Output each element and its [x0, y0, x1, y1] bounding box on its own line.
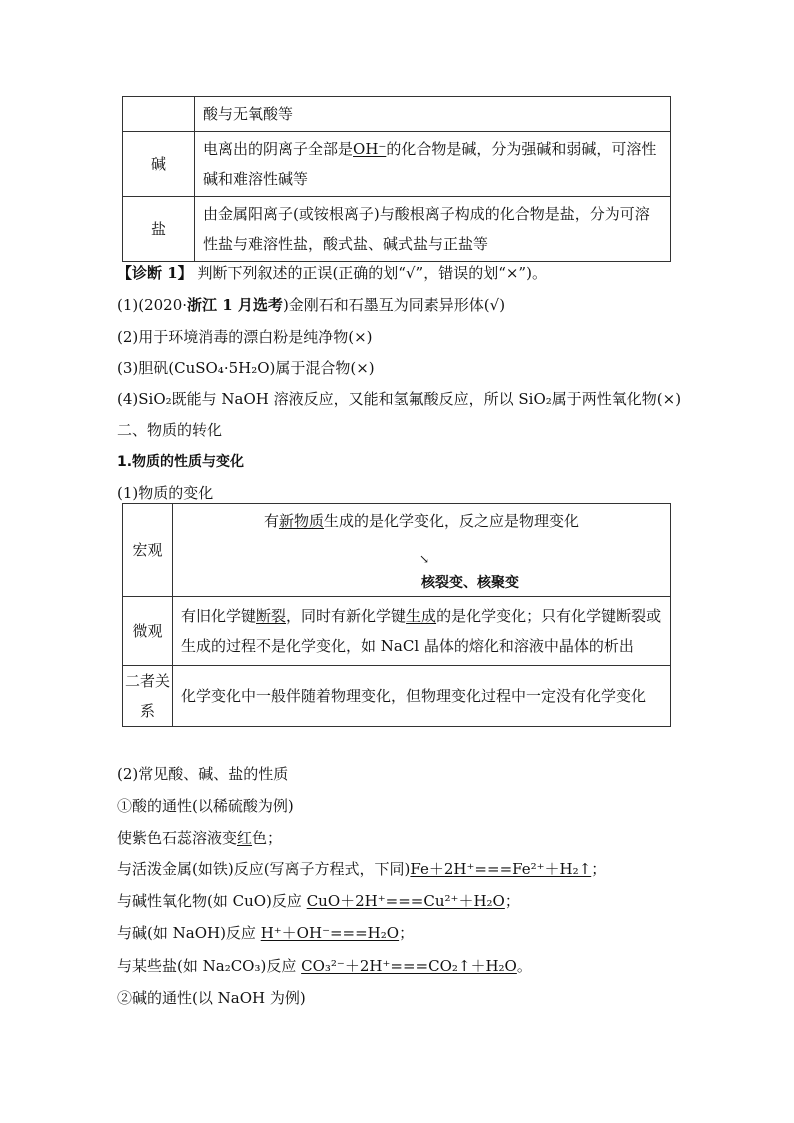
row-key: 盐 — [123, 197, 195, 262]
table-row — [123, 197, 671, 262]
subsection-title: 1.物质的性质与变化 — [117, 454, 245, 470]
row-key: 宏观 — [123, 504, 173, 597]
text-part: 的是化学变化；只有化学键断裂或生成的过程不是化学变化，如 NaCl 晶体的熔化和溶液中晶体的析出 — [181, 607, 662, 655]
table-row — [123, 504, 671, 597]
acid-property-2 — [117, 858, 606, 879]
text-part: 与碱性氧化物(如 CuO)反应 — [117, 892, 307, 910]
text-part: ，同时有新化学键 — [286, 607, 407, 625]
text-part: 。 — [516, 957, 532, 975]
row-key: 微观 — [123, 597, 173, 666]
row-text: 酸与无氧酸等 — [195, 97, 671, 132]
row-text — [173, 504, 671, 597]
diagnosis-label: 【诊断 1】 — [117, 264, 193, 282]
exam-source: 浙江 1 月选考 — [187, 296, 283, 314]
diagnosis-item-2: (2)用于环境消毒的漂白粉是纯净物(×) — [117, 328, 373, 346]
table-row — [123, 132, 671, 197]
underlined-answer: 生成 — [406, 607, 437, 625]
text-part: 与碱(如 NaOH)反应 — [117, 924, 261, 942]
text-part: ； — [591, 860, 607, 878]
underlined-answer: 红 — [237, 829, 253, 847]
text-part: 电离出的阴离子全部是 — [203, 140, 354, 158]
text-part: (1)(2020· — [117, 296, 188, 314]
diagnosis-item-1 — [117, 294, 505, 315]
underlined-answer: 断裂 — [256, 607, 287, 625]
row-text — [195, 132, 671, 197]
diagnosis-item-3: (3)胆矾(CuSO₄·5H₂O)属于混合物(×) — [117, 359, 375, 377]
row-text: 化学变化中一般伴随着物理变化，但物理变化过程中一定没有化学变化 — [173, 666, 671, 727]
diagnosis-text: 判断下列叙述的正误(正确的划“√”，错误的划“×”)。 — [192, 264, 547, 282]
underlined-answer: CO₃²⁻＋2H⁺===CO₂↑＋H₂O — [301, 957, 517, 975]
change-table — [122, 503, 671, 727]
text-part: ； — [504, 892, 520, 910]
table-row — [123, 666, 671, 727]
underlined-answer: H⁺＋OH⁻===H₂O — [260, 924, 400, 942]
acid-property-1 — [117, 827, 282, 848]
text-part: 与活泼金属(如铁)反应(写离子方程式，下同) — [117, 860, 411, 878]
subsection-item: (2)常见酸、碱、盐的性质 — [117, 765, 289, 783]
acid-property-4 — [117, 922, 414, 943]
underlined-answer: Fe＋2H⁺===Fe²⁺＋H₂↑ — [410, 860, 592, 878]
table-row — [123, 97, 671, 132]
underlined-answer: 新物质 — [278, 512, 324, 530]
row-key: 二者关系 — [123, 666, 173, 727]
diagnosis-item-4: (4)SiO₂既能与 NaOH 溶液反应，又能和氢氟酸反应，所以 SiO₂属于两性氧化物(×) — [117, 390, 682, 408]
acid-title: ①酸的通性(以稀硫酸为例) — [117, 797, 294, 815]
diagnosis-heading — [117, 262, 547, 283]
text-part: 与某些盐(如 Na₂CO₃)反应 — [117, 957, 302, 975]
classification-table — [122, 96, 671, 262]
arrow-icon: ↘ — [419, 552, 430, 566]
row-text — [173, 597, 671, 666]
underlined-answer: OH⁻ — [353, 140, 387, 158]
acid-property-5 — [117, 955, 532, 976]
text-part: 使紫色石蕊溶液变 — [117, 829, 238, 847]
row-key: 碱 — [123, 132, 195, 197]
text-part: )金刚石和石墨互为同素异形体(√) — [282, 296, 506, 314]
text-part: 有 — [263, 512, 279, 530]
text-part: 色； — [252, 829, 283, 847]
acid-property-3 — [117, 890, 520, 911]
section-title: 二、物质的转化 — [117, 421, 223, 439]
text-part: ； — [399, 924, 415, 942]
row-key — [123, 97, 195, 132]
underlined-answer: CuO＋2H⁺===Cu²⁺＋H₂O — [306, 892, 505, 910]
text-part: 有旧化学键 — [181, 607, 257, 625]
row-text: 由金属阳离子(或铵根离子)与酸根离子构成的化合物是盐，分为可溶性盐与难溶性盐，酸式盐、碱式盐与正盐等 — [195, 197, 671, 262]
text-part: 的化合物是碱，分为强碱和弱碱，可溶性碱和难溶性碱等 — [203, 140, 657, 188]
table-row — [123, 597, 671, 666]
macro-note: 核裂变、核聚变 — [421, 575, 519, 591]
subsection-item: (1)物质的变化 — [117, 484, 214, 502]
base-title: ②碱的通性(以 NaOH 为例) — [117, 989, 306, 1007]
text-part: 生成的是化学变化，反之应是物理变化 — [324, 512, 580, 530]
